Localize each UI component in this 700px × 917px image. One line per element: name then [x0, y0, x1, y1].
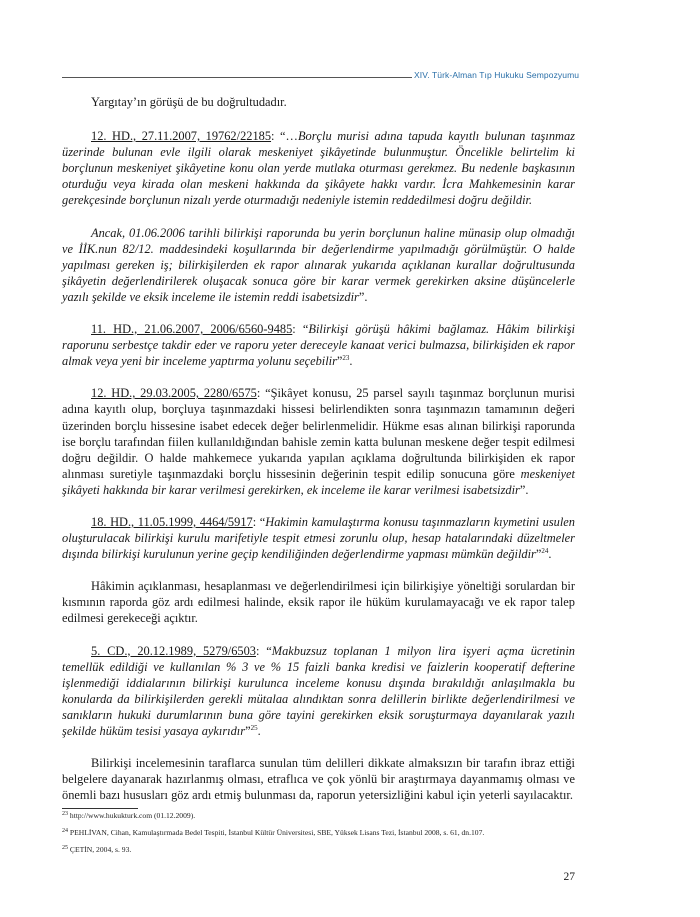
- page-number: 27: [563, 871, 575, 883]
- citation-separator: : “: [252, 514, 266, 529]
- footnote-text: PEHLİVAN, Cihan, Kamulaştırmada Bedel Tespiti, İstanbul Kültür Üniversitesi, SBE, Yüksek Lisans Tezi, İstanbul 2008, s. 61, dn.107.: [69, 828, 485, 837]
- case-citation: 12. HD., 27.11.2007, 19762/22185: [91, 129, 272, 144]
- citation-separator: : “: [256, 643, 272, 658]
- case-citation: 18. HD., 11.05.1999, 4464/5917: [91, 514, 253, 529]
- sentence-end: .: [349, 354, 353, 369]
- quote-close: ”.: [358, 289, 368, 304]
- decision-paragraph: [62, 321, 575, 369]
- quote-close: ”: [535, 547, 542, 562]
- footnote-text: http://www.hukukturk.com (01.12.2009).: [69, 811, 196, 820]
- decision-paragraph: [62, 514, 575, 562]
- plain-text: Hâkimin açıklanması, hesaplanması ve değerlendirilmesi için bilirkişiye yöneltiği sorulardan bir kısmının raporda göz ardı edilmesi halinde, eksik rapor ile hüküm kurulamayacağı ve ek rapor talep edilmesi gerekeceği açıktır.: [62, 579, 575, 626]
- case-citation: 11. HD., 21.06.2007, 2006/6560-9485: [91, 322, 293, 337]
- quote-close: ”: [336, 354, 343, 369]
- quoted-text: Borçlu murisi adına tapuda kayıtlı bulunan taşınmaz üzerinde bulunan evle ilgili olarak meskeniyet şikâyetinde bulunmuştur. Öncelikle belirtelim ki borçlunun meskeniyet şikâyetine konu olan yerde mutlaka oturması gerekmez. Bu nedenle başkasının oturduğu veya kirada olan meskeni hakkında da şikâyete hakkı vardır. İcra Mahkemesinin karar gerekçesinde borçlunun nizalı yerde oturmadığı nedeniyle istemin reddedilmesi doğru değildir.: [62, 129, 575, 208]
- decision-paragraph: [62, 385, 575, 498]
- footnote-ref[interactable]: 25: [250, 724, 258, 732]
- intro-paragraph: [62, 94, 575, 110]
- body-paragraph: [62, 755, 575, 803]
- case-citation: 12. HD., 29.03.2005, 2280/6575: [91, 386, 257, 401]
- plain-text: Bilirkişi incelemesinin taraflarca sunulan tüm delilleri dikkate almaksızın bir tarafın ibraz ettiği belgelere dayanarak hazırlanmış olması, etraflıca ve çok yönlü bir araştırmaya dayanmamış olması ve önemli bazı hususları göz ardı etmiş bulunması da, raporun yetersizliğini kabul için yeterli sayılacaktır.: [62, 756, 575, 803]
- quoted-text: Makbuzsuz toplanan 1 milyon lira işyeri açma ücretinin temellük edildiği ve kullanılan % 3 ve % 15 faizli banka kredisi ve faizlerin kooperatif defterine işlenmediği iddialarının bilirkişi kurulunca inceleme konusu dışında bırakıldığı anlaşılmakla bu konularda da bilirkişilerden gerekli mütalaa alındıktan sonra delillerin birlikte değerlendirilmesi ve sanıkların hukuki durumlarının buna göre tayini gerekirken eksik soruşturmaya dayanılarak yazılı şekilde hüküm tesisi yasaya aykırıdır: [62, 643, 575, 738]
- quoted-text: Ancak, 01.06.2006 tarihli bilirkişi raporunda bu yerin borçlunun haline münasip olup olmadığı ve İİK.nun 82/12. maddesindeki koşullarında bir değerlendirme yapılmadığı görülmüştür. O halde yapılması gereken iş; bilirkişilerden ek rapor alınarak yukarıda açıklanan kurallar doğrultusunda şikâyetin değerlendirilerek oluşacak sonuca göre bir karar vermek gerekirken aksine düşüncelerle yazılı şekilde ve eksik inceleme ile istemin reddi isabetsizdir: [62, 225, 575, 304]
- decision-paragraph: [62, 225, 575, 305]
- sentence-end: .: [257, 724, 261, 738]
- quoted-text: Hakimin kamulaştırma konusu taşınmazların kıymetini usulen oluşturulacak bilirkişi kurulu marifetiyle tespit etmesi zorunlu olup, hesap hatalarındaki düzeltmeler dışında bilirkişi kurulunun yerine geçip kendiliğinden değerlendirme yapması mümkün değildir: [62, 514, 575, 562]
- quoted-text: meskeniyet şikâyeti hakkında bir karar verilmesi gerekirken, ek inceleme ile karar verilmesi isabetsizdir: [62, 466, 575, 497]
- body-paragraph: [62, 578, 575, 626]
- running-header: XIV. Türk-Alman Tıp Hukuku Sempozyumu: [414, 70, 580, 80]
- footnotes: [62, 811, 575, 862]
- plain-text: : “Şikâyet konusu, 25 parsel sayılı taşınmaz borçlunun murisi adına kayıtlı olup, borçluya taşınmazdaki hissesi belirlendikten sonra taşınmazın tamamının değeri üzerinden borçlu hissesine isabet edecek değer belirlenmelidir. Hükme esas alınan bilirkişi raporunda ise borçlu tarafından fiilen kullanıldığından bahisle zemin katta bulunan meskene değer tespit edilmesi doğru değildir. O halde mahkemece yukarıda yapılan açıklama doğrultunda bilirkişiden ek rapor alınması suretiyle taşınmazdaki borçlu hissesinin değerinin tespit edilip sonucuna göre: [62, 386, 575, 481]
- footnote-number: 23: [62, 811, 68, 817]
- footnote-number: 25: [62, 845, 68, 851]
- header-rule: [62, 77, 412, 78]
- footnote-text: ÇETİN, 2004, s. 93.: [69, 845, 132, 854]
- case-citation: 5. CD., 20.12.1989, 5279/6503: [91, 643, 256, 658]
- footnote-ref[interactable]: 24: [541, 547, 549, 556]
- sentence-end: .: [548, 547, 552, 562]
- decision-paragraph: [62, 643, 575, 740]
- quote-close: ”: [245, 724, 251, 738]
- footnote-rule: [62, 808, 138, 809]
- footnote: [62, 845, 575, 855]
- decision-paragraph: [62, 128, 575, 208]
- body-text: [62, 94, 575, 803]
- footnote-ref[interactable]: 23: [342, 354, 350, 363]
- citation-separator: : “: [292, 322, 309, 337]
- intro-text: Yargıtay’ın görüşü de bu doğrultudadır.: [91, 95, 287, 109]
- footnote-number: 24: [62, 828, 68, 834]
- quoted-text: Bilirkişi görüşü hâkimi bağlamaz. Hâkim bilirkişi raporunu serbestçe takdir eder ve raporu yeter dereceyle kanaat verici bulmazsa, bilirkişiden ek rapor almak veya yeni bir inceleme yaptırma yolunu seçebilir: [62, 322, 575, 369]
- quote-close: ”.: [519, 482, 529, 497]
- citation-separator: : “…: [271, 129, 298, 144]
- footnote: [62, 828, 575, 838]
- footnote: [62, 811, 575, 821]
